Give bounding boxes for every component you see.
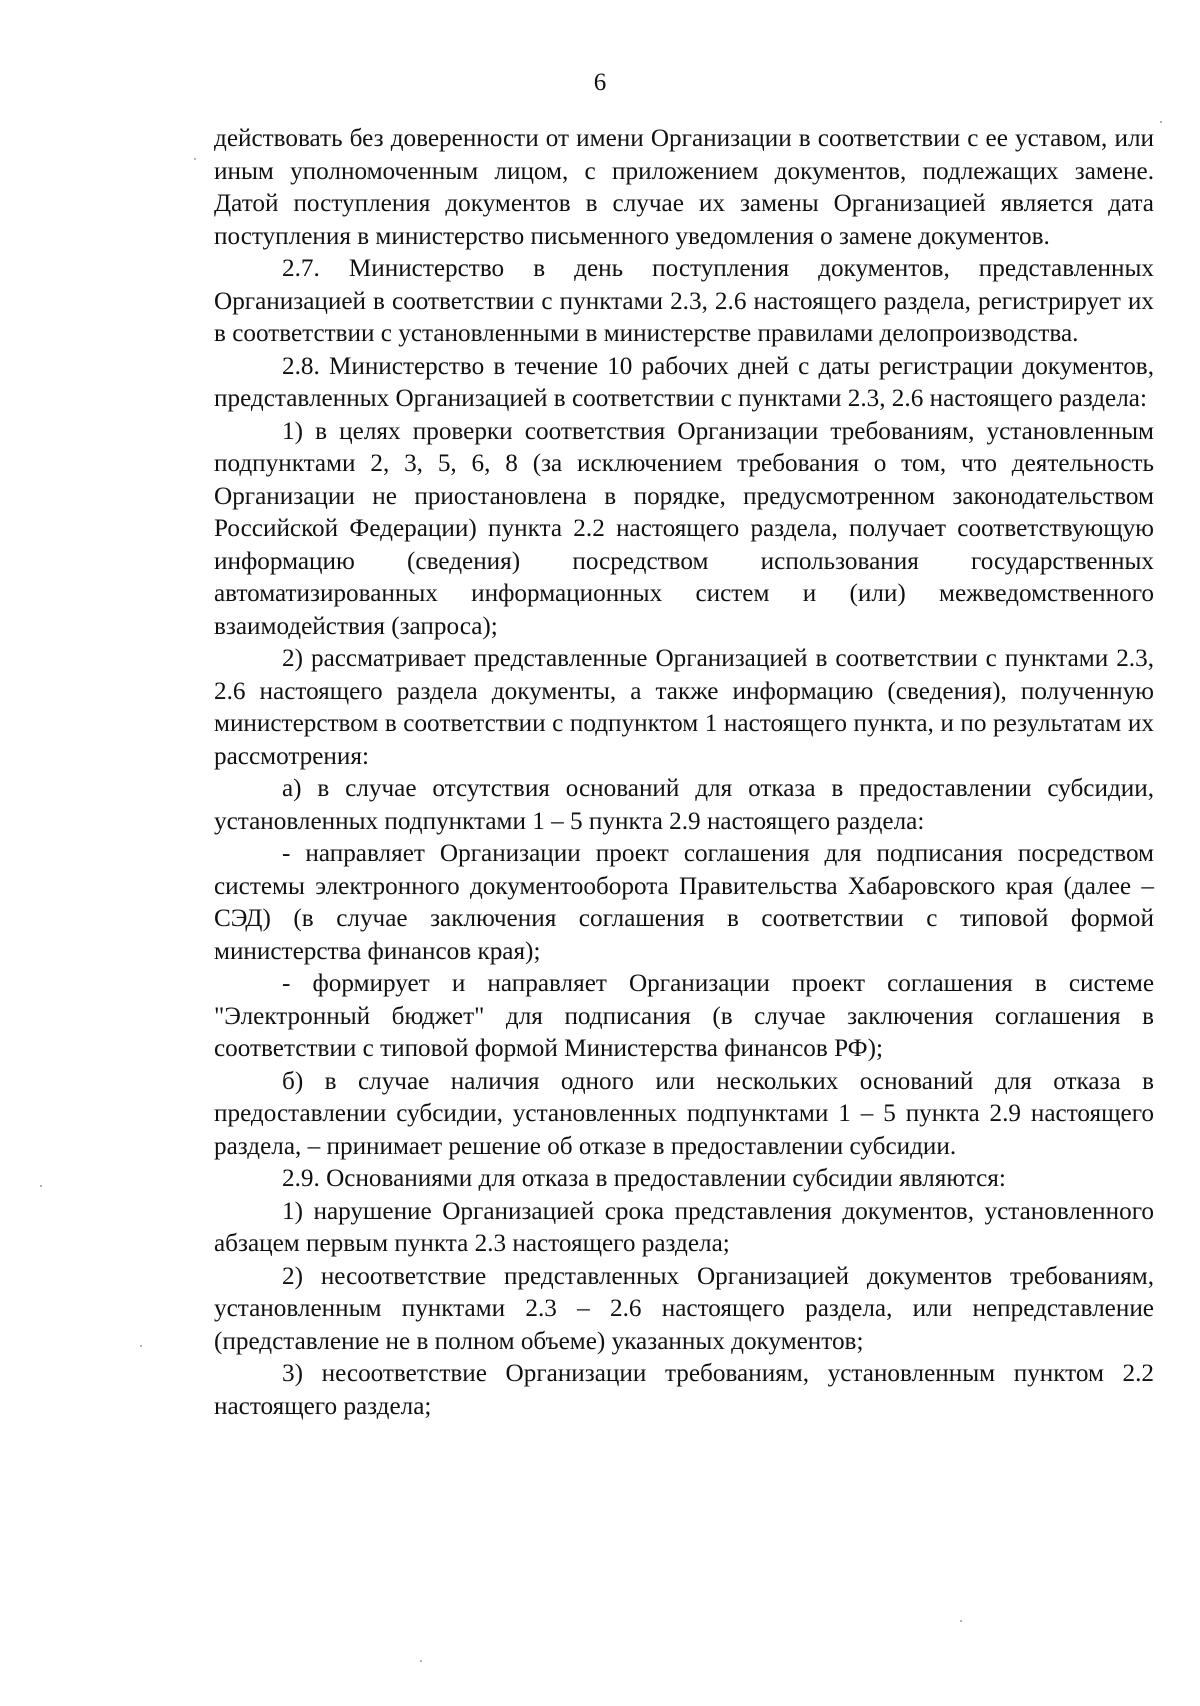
paragraph-2-8-item-2a: а) в случае отсутствия оснований для отказа в предоставлении субсидии, установленных подпунктами 1 – 5 пункта 2.9 настоящего раздела: [214,775,1154,835]
paragraph-2-9-item-3: 3) несоответствие Организации требованиям, установленным пунктом 2.2 настоящего раздела; [214,1360,1154,1420]
scan-speck [960,1620,962,1622]
document-body [214,123,1154,1423]
paragraph-2-9-item-1: 1) нарушение Организацией срока представления документов, установленного абзацем первым пункта 2.3 настоящего раздела; [214,1197,1154,1257]
scan-speck [420,1660,422,1662]
paragraph-2-8-item-1: 1) в целях проверки соответствия Организации требованиям, установленным подпунктами 2, 3, 5, 6, 8 (за исключением требования о том, что деятельность Организации не приостановлена в порядке, предусмотренном законодательством Российской Федерации) пункта 2.2 настоящего раздела, получает соответствующую информацию (сведения) посредством использования государственных автоматизированных информационных систем и (или) межведомственного взаимодействия (запроса); [214,417,1154,640]
scan-speck [40,1185,42,1187]
paragraph-2-8-item-2a-dash-2: - формирует и направляет Организации проект соглашения в системе "Электронный бюджет" для подписания (в случае заключения соглашения в соответствии с типовой формой Министерства финансов РФ); [214,970,1154,1062]
paragraph-2-9-item-2: 2) несоответствие представленных Организацией документов требованиям, установленным пунктами 2.3 – 2.6 настоящего раздела, или непредставление (представление не в полном объеме) указанных документов; [214,1262,1154,1355]
paragraph-2-8-item-2b: б) в случае наличия одного или нескольких оснований для отказа в предоставлении субсидии, установленных подпунктами 1 – 5 пункта 2.9 настоящего раздела, – принимает решение об отказе в предоставлении субсидии. [214,1067,1154,1160]
paragraph-2-8: 2.8. Министерство в течение 10 рабочих дней с даты регистрации документов, представленных Организацией в соответствии с пунктами 2.3, 2.6 настоящего раздела: [214,352,1154,412]
scan-speck [194,158,196,160]
paragraph-continuation: действовать без доверенности от имени Организации в соответствии с ее уставом, или иным уполномоченным лицом, с приложением документов, подлежащих замене. Датой поступления документов в случае их замены Организацией является дата поступления в министерство письменного уведомления о замене документов. [214,125,1154,250]
paragraph-2-7: 2.7. Министерство в день поступления документов, представленных Организацией в соответствии с пунктами 2.3, 2.6 настоящего раздела, регистрирует их в соответствии с установленными в министерстве правилами делопроизводства. [214,255,1154,347]
paragraph-2-9: 2.9. Основаниями для отказа в предоставлении субсидии являются: [282,1165,1006,1192]
scan-speck [140,1345,142,1347]
paragraph-2-8-item-2: 2) рассматривает представленные Организацией в соответствии с пунктами 2.3, 2.6 настоящего раздела документы, а также информацию (сведения), полученную министерством в соответствии с подпунктом 1 настоящего пункта, и по результатам их рассмотрения: [214,645,1154,770]
scan-speck [1160,121,1162,123]
page-number: 6 [593,69,607,96]
paragraph-2-8-item-2a-dash-1: - направляет Организации проект соглашения для подписания посредством системы электронного документооборота Правительства Хабаровского края (далее – СЭД) (в случае заключения соглашения в соответствии с типовой формой министерства финансов края); [214,840,1154,965]
